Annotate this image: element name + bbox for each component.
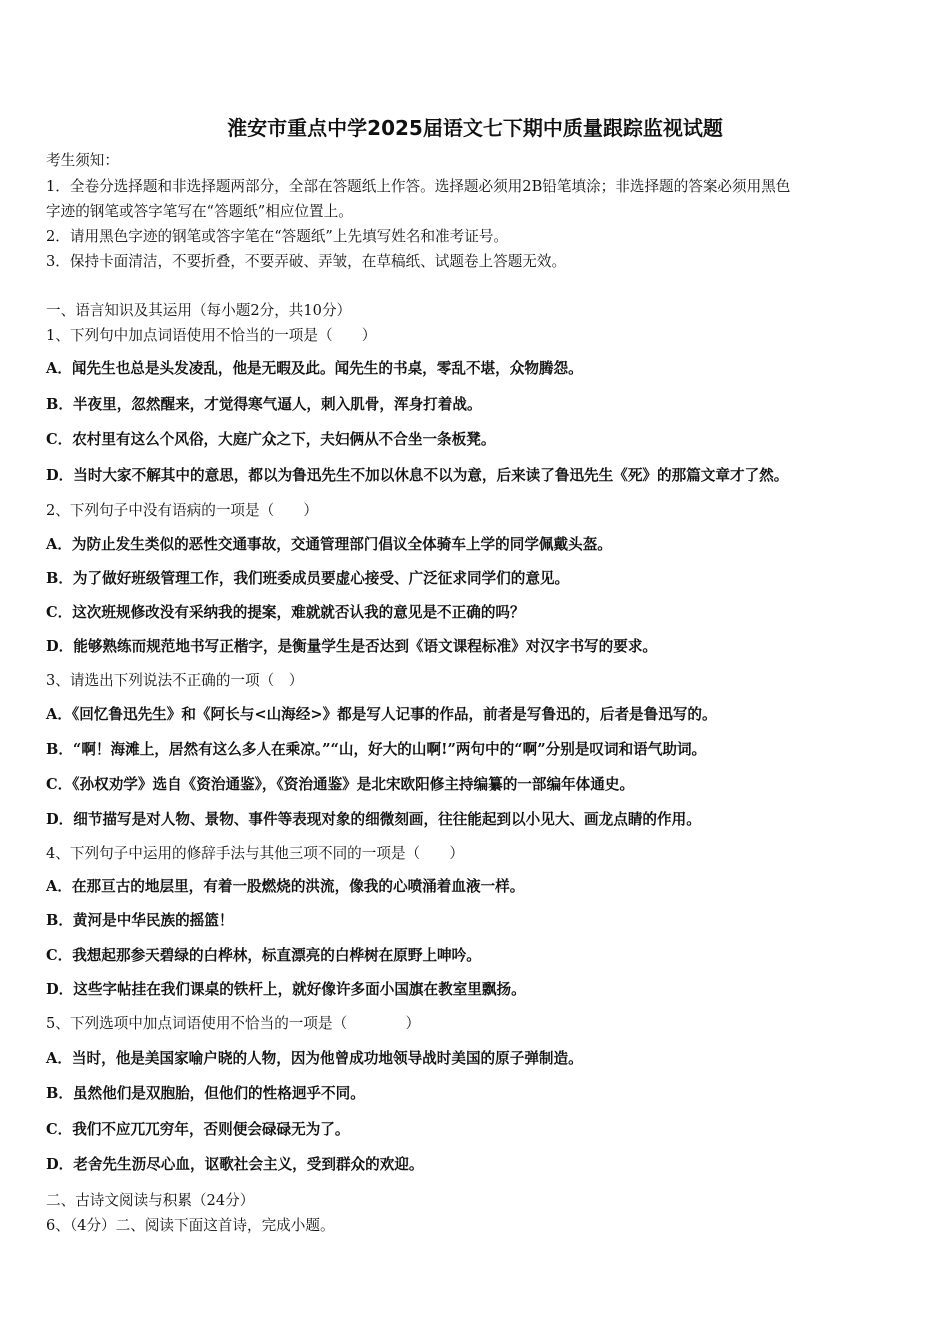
option-c: C．这次班规修改没有采纳我的提案，难就就否认我的意见是不正确的吗？ — [46, 604, 525, 621]
question-stem: 1、下列句中加点词语使用不恰当的一项是（ ） — [46, 327, 377, 344]
option-c: C．《孙权劝学》选自《资治通鉴》，《资治通鉴》是北宋欧阳修主持编纂的一部编年体通史。 — [46, 776, 635, 793]
section-heading: 二、古诗文阅读与积累（24分） — [46, 1192, 255, 1209]
option-b: B．虽然他们是双胞胎，但他们的性格迥乎不同。 — [46, 1085, 365, 1102]
option-a: A．在那亘古的地层里，有着一股燃烧的洪流，像我的心喷涌着血液一样。 — [46, 878, 525, 895]
option-a: A．闻先生也总是头发凌乱，他是无暇及此。闻先生的书桌，零乱不堪，众物腾怨。 — [46, 360, 583, 377]
notice-item: 1．全卷分选择题和非选择题两部分，全部在答题纸上作答。选择题必须用2B铅笔填涂；非选择题的答案必须用黑色 — [46, 178, 791, 195]
notice-item: 2．请用黑色字迹的钢笔或答字笔在“答题纸”上先填写姓名和准考证号。 — [46, 228, 509, 245]
option-b: B．为了做好班级管理工作，我们班委成员要虚心接受、广泛征求同学们的意见。 — [46, 570, 570, 587]
option-b: B．半夜里，忽然醒来，才觉得寒气逼人，刺入肌骨，浑身打着战。 — [46, 396, 482, 413]
question-stem: 3、请选出下列说法不正确的一项（ ） — [46, 672, 304, 689]
question-stem: 6、（4分）二、阅读下面这首诗，完成小题。 — [46, 1217, 335, 1234]
option-c: C．农村里有这么个风俗，大庭广众之下，夫妇俩从不合坐一条板凳。 — [46, 431, 496, 448]
option-d: D．老舍先生沥尽心血，讴歌社会主义，受到群众的欢迎。 — [46, 1156, 424, 1173]
option-d: D．当时大家不解其中的意思，都以为鲁迅先生不加以休息不以为意，后来读了鲁迅先生《死》的那篇文章才了然。 — [46, 467, 789, 484]
option-a: A．为防止发生类似的恶性交通事故，交通管理部门倡议全体骑车上学的同学佩戴头盔。 — [46, 536, 612, 553]
option-b: B．黄河是中华民族的摇篮！ — [46, 912, 234, 929]
notice-item: 字迹的钢笔或答字笔写在“答题纸”相应位置上。 — [46, 203, 353, 220]
option-c: C．我想起那参天碧绿的白桦林，标直漂亮的白桦树在原野上呻吟。 — [46, 947, 481, 964]
question-stem: 4、下列句子中运用的修辞手法与其他三项不同的一项是（ ） — [46, 845, 464, 862]
page-title: 淮安市重点中学2025届语文七下期中质量跟踪监视试题 — [227, 116, 723, 140]
option-d: D．这些字帖挂在我们课桌的铁杆上，就好像许多面小国旗在教室里飘扬。 — [46, 981, 526, 998]
question-stem: 5、下列选项中加点词语使用不恰当的一项是（ ） — [46, 1015, 421, 1032]
option-c: C．我们不应兀兀穷年，否则便会碌碌无为了。 — [46, 1121, 350, 1138]
option-d: D．细节描写是对人物、景物、事件等表现对象的细微刻画，往往能起到以小见大、画龙点睛的作用。 — [46, 811, 701, 828]
option-b: B．“啊！海滩上，居然有这么多人在乘凉。”“山，好大的山啊!”两句中的“啊”分别是叹词和语气助词。 — [46, 741, 707, 758]
option-d: D．能够熟练而规范地书写正楷字，是衡量学生是否达到《语文课程标准》对汉字书写的要求。 — [46, 638, 658, 655]
option-a: A．当时，他是美国家喻户晓的人物，因为他曾成功地领导战时美国的原子弹制造。 — [46, 1050, 583, 1067]
option-a: A．《回忆鲁迅先生》和《阿长与<山海经>》都是写人记事的作品，前者是写鲁迅的，后者是鲁迅写的。 — [46, 706, 717, 723]
question-stem: 2、下列句子中没有语病的一项是（ ） — [46, 502, 318, 519]
notice-heading: 考生须知： — [46, 152, 119, 169]
section-heading: 一、语言知识及其运用（每小题2分，共10分） — [46, 302, 352, 319]
notice-item: 3．保持卡面清洁，不要折叠，不要弄破、弄皱，在草稿纸、试题卷上答题无效。 — [46, 253, 567, 270]
